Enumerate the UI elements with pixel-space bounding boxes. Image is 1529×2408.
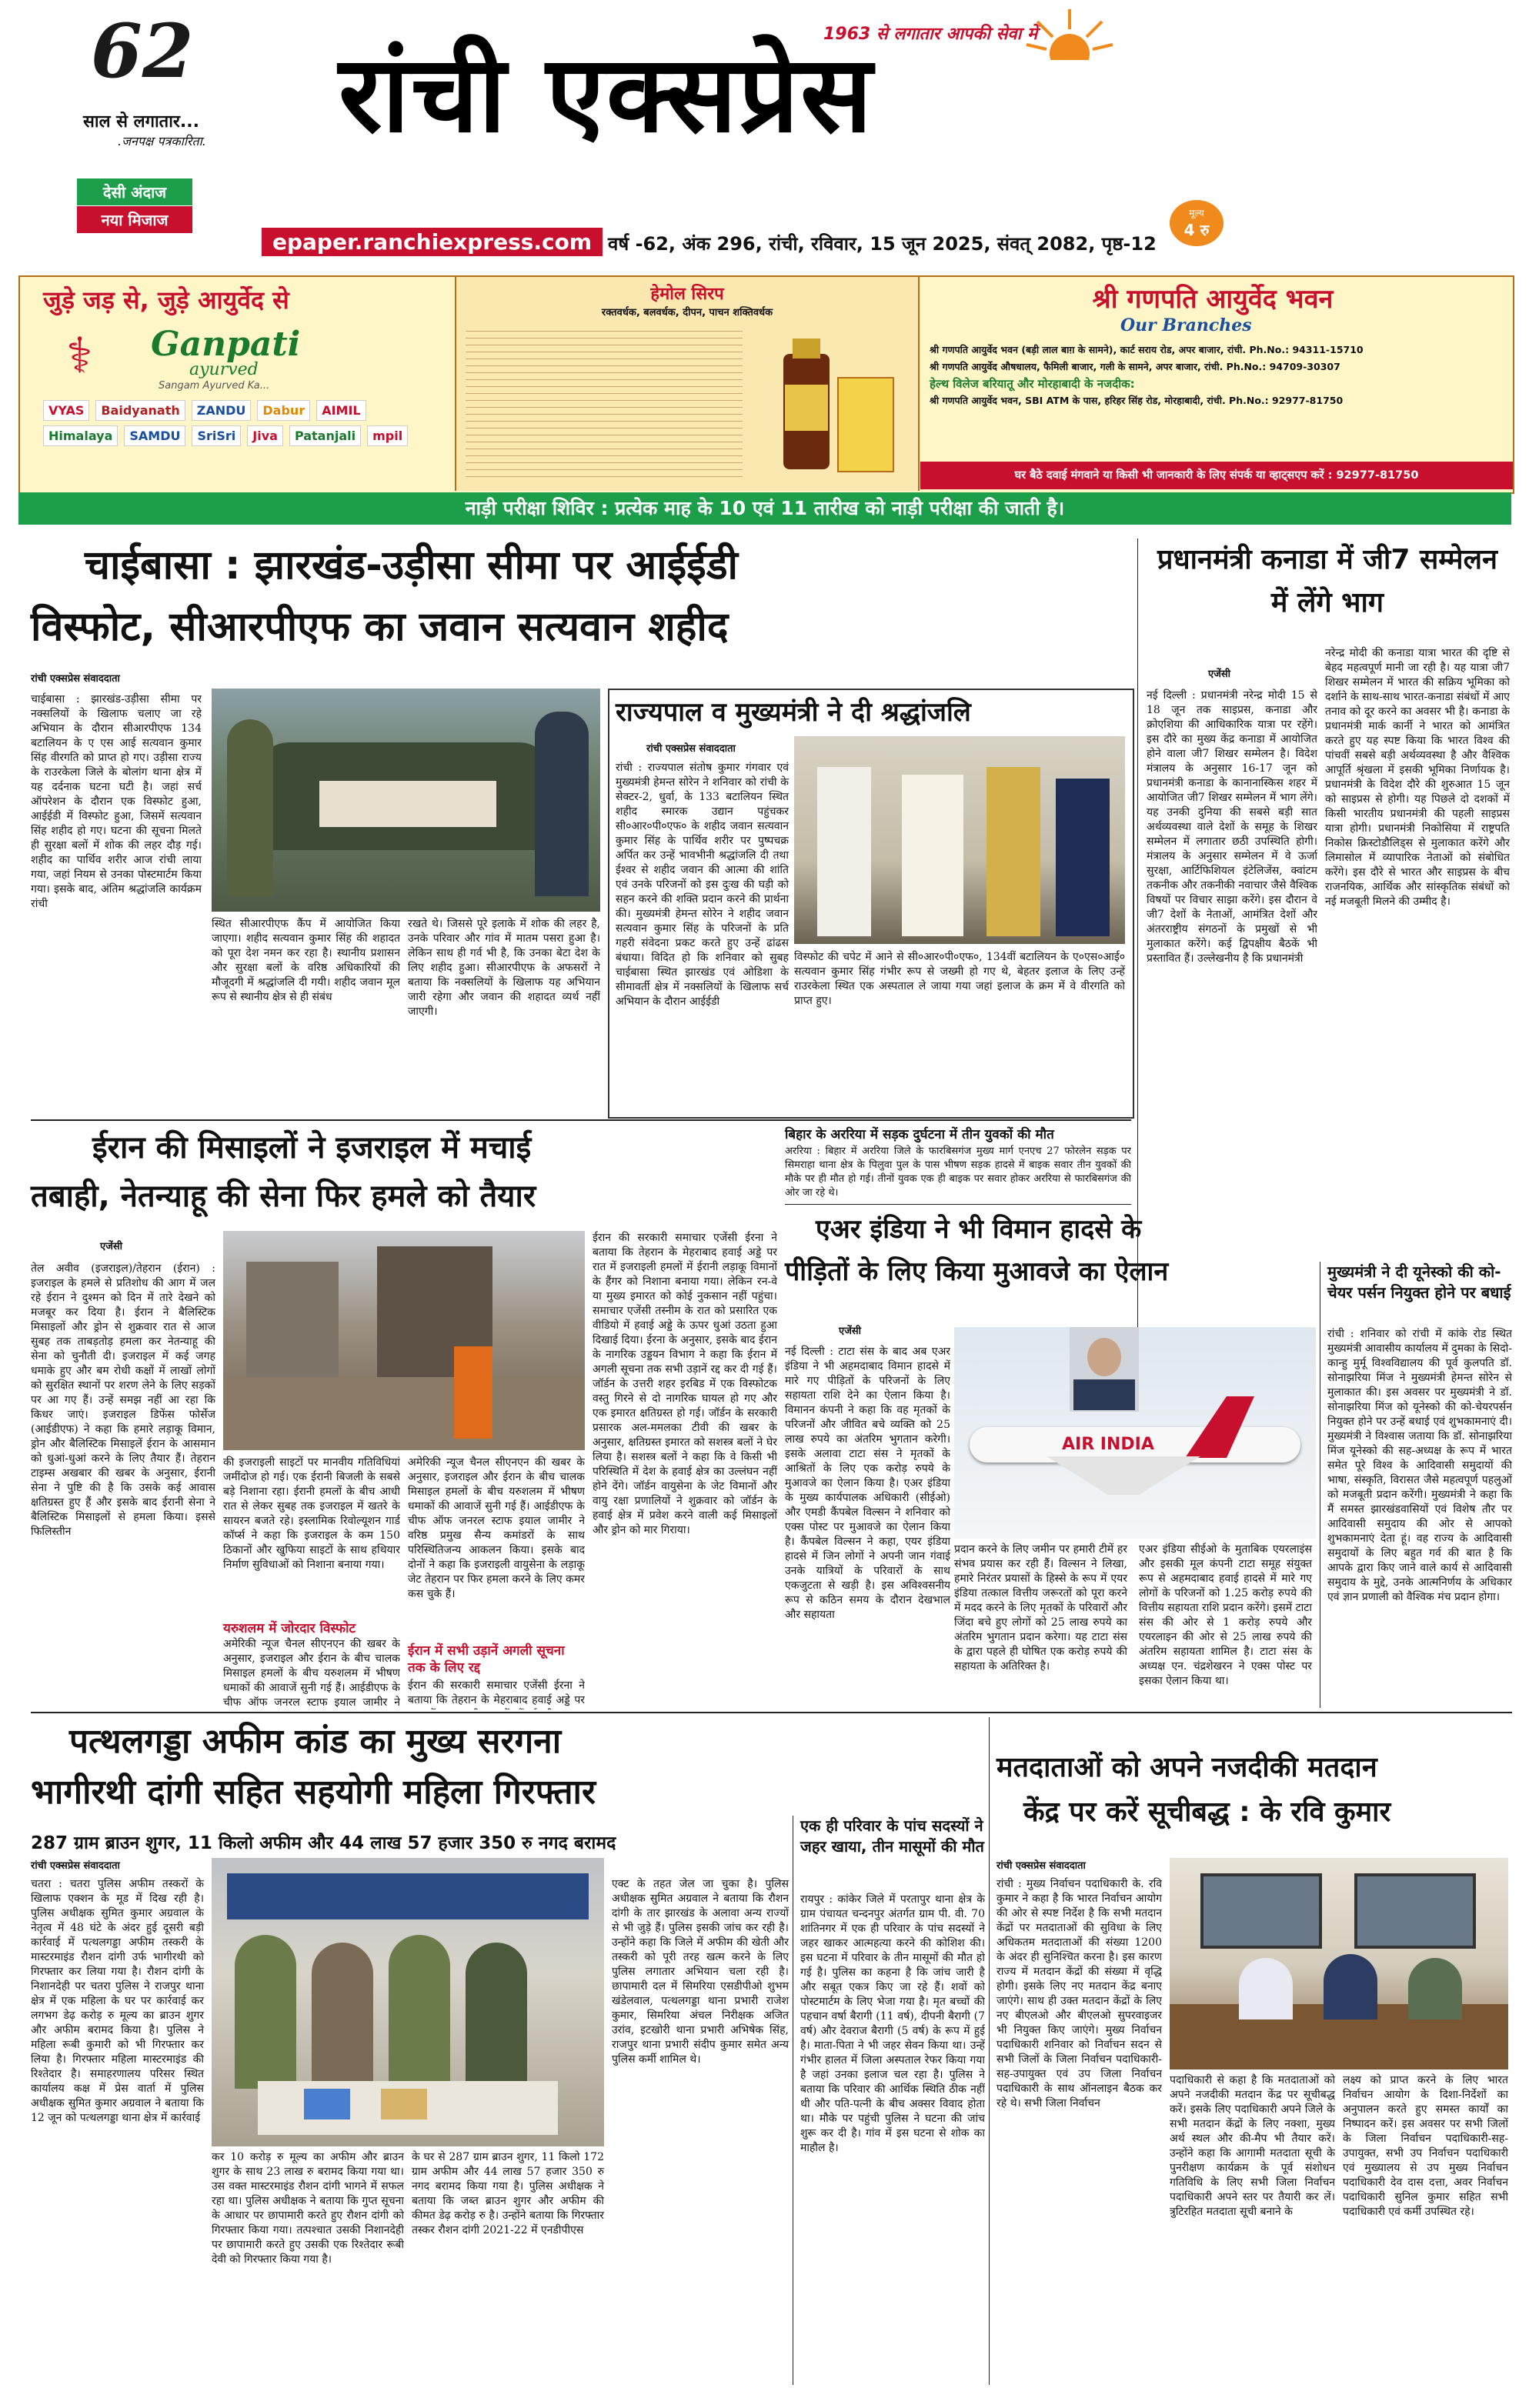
voters-headline-2: केंद्र पर करें सूचीबद्ध : के रवि कुमार xyxy=(1023,1796,1391,1828)
meeting-photo xyxy=(1170,1858,1508,2069)
syrup-bottle-image xyxy=(760,323,899,477)
mizaj-badge: नया मिजाज xyxy=(77,206,192,233)
opium-byline: रांची एक्सप्रेस संवाददाता xyxy=(31,1860,120,1872)
lead-body-col2: स्थित सीआरपीएफ कैंप में आयोजित किया जाएगा। शहीद सत्यवान कुमार सिंह की शहादत को पूरा देश नमन कर रहा है। स्थानीय प्रशासन और सुरक्षा बलों के वरिष्ठ अधिकारियों की मौजूदगी में श्रद्धांजलि दी गयी। शहीद जवान मूल रूप से स्थानीय क्षेत्र से ही संबंध xyxy=(212,918,400,1003)
branches-label: Our Branches xyxy=(1120,315,1252,335)
logo-tag: Sangam Ayurved Ka... xyxy=(159,380,270,392)
ayurveda-ad xyxy=(18,275,1514,494)
logo-sub: ayurved xyxy=(189,360,259,379)
anniversary-caption: साल से लगातार... xyxy=(83,112,199,132)
opium-body-col2: कर 10 करोड़ रु मूल्य का अफीम और ब्राउन शुगर के साथ 23 लाख रु बरामद किया गया था। उस वक्त मास्टरमाइंड रौशन दांगी भागने में सफल रहा था। पुलिस अधीक्षक ने बताया कि गुप्त सूचना के आधार पर छापामारी करते हुए रौशन दांगी को गिरफ्तार किया गया। तत्पश्चात उसकी निशानदेही पर छापामारी करते हुए उसकी एक रिश्तेदार रूबी देवी को गिरफ्तार किया गया है। xyxy=(212,2151,404,2266)
caduceus-icon: ⚕ xyxy=(66,328,93,385)
epaper-link[interactable]: epaper.ranchiexpress.com xyxy=(262,228,603,256)
airline-logo: AIR INDIA xyxy=(1062,1435,1154,1454)
brand-logo: Patanjali xyxy=(289,425,361,446)
airindia-body-col1: नई दिल्ली : टाटा संस के बाद अब एअर इंडिया ने भी अहमदाबाद विमान हादसे में मारे गए पीड़ितों के परिजनों के लिए सहायता राशि देने का ऐलान किया है। विमानन कंपनी ने कहा कि वह मृतकों के परिजनों और जीवित बचे व्यक्ति को 25 लाख रुपये का अंतरिम भुगतान करेगी। इसके अलावा टाटा संस ने मृतकों के आश्रितों के लिए एक करोड़ रुपये के मुआवजे का ऐलान किया है। एअर इंडिया के मुख्य कार्यपालक अधिकारी (सीईओ) और एमडी कैंपबेल विल्सन ने शनिवार को एक्स पोस्ट पर मुआवजे का ऐलान किया है। कैंपबेल विल्सन ने कहा, एयर इंडिया हादसे में जिन लोगों ने अपनी जान गंवाई उनके यात्रियों के परिवारों के साथ एकजुटता से खड़ी है। इस अविश्वसनीय रूप से कठिन समय के दौरान देखभाल और सहायता xyxy=(785,1346,950,1621)
logo-name: Ganpati xyxy=(151,325,301,364)
pulse-camp-strip: नाड़ी परीक्षा शिविर : प्रत्येक माह के 10 एवं 11 तारीख को नाड़ी परीक्षा की जाती है। xyxy=(18,492,1511,525)
opium-body-col1: चतरा : चतरा पुलिस अफीम तस्करों के खिलाफ एक्शन के मूड में दिख रही है। पुलिस अधीक्षक सुमित कुमार अग्रवाल के नेतृत्व में 48 घंटे के अंदर हुई दूसरी बड़ी कार्रवाई में पत्थलगड्डा अफीम तस्करी के मास्टरमाइंड रौशन दांगी उर्फ भागीरथी को गिरफ्तार कर लिया गया है। रौशन दांगी के निशानदेही पर चतरा पुलिस ने राजपुर थाना क्षेत्र में एक महिला के घर पर कार्रवाई कर लगभग डेढ़ करोड़ रु मूल्य का ब्राउन शुगर और अफीम बरामद किया है। पुलिस ने महिला रूबी कुमारी को भी गिरफ्तार कर लिया है। गिरफ्तार महिला मास्टरमाइंड की रिश्तेदार है। समाहरणालय परिसर स्थित कार्यालय कक्ष में प्रेस वार्ता में पुलिस अधीक्षक सुमित कुमार अग्रवाल ने बताया कि 12 जून को पत्थलगड्डा थाना क्षेत्र में कार्रवाई xyxy=(31,1878,204,2124)
brand-logo: mpil xyxy=(367,425,408,446)
price-label: मूल्य xyxy=(1189,208,1204,218)
brand-logo: SriSri xyxy=(192,425,241,446)
g7-byline: एजेंसी xyxy=(1208,669,1230,680)
voters-body-col3: लक्ष्य को प्राप्त करने के लिए भारत निर्वाचन आयोग के दिशा-निर्देशों का अनुपालन करते हुए समस्त कार्यों का निष्पादन करें। इस अवसर पर सभी जिलों के जिला निर्वाचन पदाधिकारी-सह-उपायुक्त, सभी उप निर्वाचन पदाधिकारी एवं मुख्यालय से उप मुख्य निर्वाचन पदाधिकारी देव दास दत्ता, अवर निर्वाचन पदाधिकारी सुनिल कुमार सहित सभी पदाधिकारी एवं कर्मी उपस्थित रहे। xyxy=(1343,2074,1508,2218)
opium-body-col4: एक्ट के तहत जेल जा चुका है। पुलिस अधीक्षक सुमित अग्रवाल ने बताया कि रौशन दांगी के तार झारखंड के अलावा अन्य राज्यों से भी जुड़े हैं। पुलिस इसकी जांच कर रही है। उन्होंने कहा कि जिले में अफीम की खेती और तस्करी को पूरी तरह खत्म करने के लिए पुलिस लगातार अभियान चला रही है। छापामारी दल में सिमरिया एसडीपीओ शुभम खंडेलवाल, पत्थलगड्डा थाना प्रभारी राजेश कुमार, सिमरिया अंचल निरीक्षक अजित उरांव, इटखोरी थाना प्रभारी अभिषेक सिंह, राजपुर थाना प्रभारी संदीप कुमार समेत अन्य पुलिस कर्मी शामिल थे। xyxy=(612,1878,789,2066)
police-photo xyxy=(212,1858,604,2146)
branch-item: श्री गणपति आयुर्वेद औषधालय, फैमिली बाजार, गली के सामने, अपर बाजार, रांची. Ph.No.: 94709-30307 xyxy=(930,361,1340,372)
anniversary-number: 62 xyxy=(91,8,194,95)
brand-logo: Baidyanath xyxy=(95,400,185,421)
voters-body-col1: रांची : मुख्य निर्वाचन पदाधिकारी के. रवि कुमार ने कहा है कि भारत निर्वाचन आयोग की ओर से स्पष्ट निर्देश है कि सभी मतदान केंद्रों पर मतदाताओं की सुविधा के लिए अधिकतम मतदाताओं की संख्या 1200 के अंदर ही सुनिश्चित करना है। इस कारण राज्य में मतदान केंद्रों की संख्या में वृद्धि होगी। इसके लिए नए मतदान केंद्र बनाए जाएंगे। साथ ही उक्त मतदान केंद्रों के लिए नए बीएलओ और बीएलओ सुपरवाइजर भी नियुक्त किए जाएंगे। मुख्य निर्वाचन पदाधिकारी शनिवार को निर्वाचन सदन से सभी जिलों के जिला निर्वाचन पदाधिकारी-सह-उपायुक्त एवं उप जिला निर्वाचन पदाधिकारी के साथ ऑनलाइन बैठक कर रहे थे। सभी जिला निर्वाचन xyxy=(997,1878,1162,2110)
price-value: 4 रु xyxy=(1183,221,1210,239)
brand-strip xyxy=(43,400,443,485)
opium-body-col3: के घर से 287 ग्राम ब्राउन शुगर, 11 किलो 172 ग्राम अफीम और 44 लाख 57 हजार 350 रु नगद बरामद किया गया है। पुलिस अधीक्षक ने बताया कि जब्त ब्राउन शुगर और अफीम की कीमत डेढ़ करोड़ रु है। उन्होंने बताया कि गिरफ्तार तस्कर रौशन दांगी 2021-22 में एनडीपीएस xyxy=(412,2151,604,2236)
lead-byline: रांची एक्सप्रेस संवाददाता xyxy=(31,673,120,685)
anniversary-badge xyxy=(37,8,245,229)
iran-body-col5: ईरान की सरकारी समाचार एजेंसी ईरना ने बताया कि तेहरान के मेहराबाद हवाई अड्डे पर xyxy=(408,1679,585,1706)
airindia-body-col2: प्रदान करने के लिए जमीन पर हमारी टीमें हर संभव प्रयास कर रही हैं। विल्सन ने लिखा, हमारे निरंतर प्रयासों के हिस्से के रूप में एयर इंडिया तत्काल वित्तीय जरूरतों को पूरा करने में मदद करने के लिए मृतकों के परिवारों और जिंदा बचे हुए लोगों को 25 लाख रुपये का अंतरिम भुगतान प्रदान करेगा। यह टाटा संस के द्वारा पहले ही घोषित एक करोड़ रुपये की सहायता के अतिरिक्त है। xyxy=(954,1543,1127,1673)
iran-body-col3: अमेरिकी न्यूज चैनल सीएनएन की खबर के अनुसार, इजराइल और ईरान के बीच चालक मिसाइल हमलों के बीच यरुशलम में भीषण धमाकों की आवाजें सुनी गई हैं। आईडीएफ के चीफ ऑफ जनरल स्टाफ इयाल जामीर ने xyxy=(223,1638,400,1709)
ad-slogan: जुड़े जड़ से, जुड़े आयुर्वेद से xyxy=(43,285,289,315)
section-divider xyxy=(31,1119,1131,1121)
iran-body-col4: अमेरिकी न्यूज चैनल सीएनएन की खबर के अनुसार, इजराइल और ईरान के बीच चालक मिसाइल हमलों के बीच यरुशलम में भीषण धमाकों की आवाजें सुनी गई हैं। आईडीएफ के चीफ ऑफ जनरल स्टाफ इयाल जामीर ने वरिष्ठ प्रमुख सैन्य कमांडरों के साथ परिस्थितिजन्य आकलन किया। इसके बाद दोनों ने कहा कि इजराइली वायुसेना के लड़ाकू जेट तेहरान पर फिर हमला करने के लिए कमर कस चुके हैं। xyxy=(408,1456,585,1600)
branch-item: श्री गणपति आयुर्वेद भवन (बड़ी लाल बाग़ के सामने), कार्ट सराय रोड, अपर बाजार, रांची. Ph.No.: 94311-15710 xyxy=(930,344,1364,355)
bihar-body: अररिया : बिहार में अररिया जिले के फारबिसगंज मुख्य मार्ग एनएच 27 फोरलेन सड़क पर सिमराहा थाना क्षेत्र के पिलुवा पुल के पास भीषण सड़क हादसे में बाइक सवार तीन युवकों की मौके पर ही मौत हो गई। तीनों युवक एक ही बाइक पर सवार होकर अररिया से फारबिसगंज की ओर जा रहे थे। xyxy=(785,1146,1131,1199)
rubble-photo xyxy=(223,1231,585,1450)
price-badge xyxy=(1170,200,1224,246)
tribute-headline: राज्यपाल व मुख्यमंत्री ने दी श्रद्धांजलि xyxy=(616,697,971,728)
tribute-photo xyxy=(794,736,1125,944)
iran-byline: एजेंसी xyxy=(100,1241,122,1252)
poison-headline: एक ही परिवार के पांच सदस्यों ने जहर खाया, तीन मासूमों की मौत xyxy=(800,1816,984,1856)
masthead xyxy=(0,0,1529,262)
branch-item: हेल्थ विलेज बरियातू और मोरहाबादी के नजदीक: xyxy=(930,377,1135,391)
brand-logo: VYAS xyxy=(43,400,89,421)
newspaper-title: रांची एक्सप्रेस xyxy=(339,32,874,156)
brand-logo: SAMDU xyxy=(124,425,185,446)
g7-body-col1: नई दिल्ली : प्रधानमंत्री नरेन्द्र मोदी 15 से 18 जून तक साइप्रस, कनाडा और क्रोएशिया की आधिकारिक यात्रा पर रहेंगे। इस दौरे का मुख्य केंद्र कनाडा में आयोजित होने वाला जी7 शिखर सम्मेलन है। विदेश मंत्रालय के अनुसार 16-17 जून को प्रधानमंत्री कनाडा के कानानास्किस शहर में आयोजित जी7 शिखर सम्मेलन में भाग लेंगे। यह उनकी दुनिया की सबसे बड़ी सात अर्थव्यवस्था वाले देशों के समूह के शिखर सम्मेलन में लगातार छठी उपस्थिति होगी। मंत्रालय के अनुसार सम्मेलन में वे ऊर्जा सुरक्षा, आर्टिफिशियल इंटेलिजेंस, क्वांटम तकनीक और तकनीकी नवाचार जैसे वैश्विक विषयों पर विचार साझा करेंगे। इस दौरान वे जी7 देशों के नेताओं, आमंत्रित देशों और अंतरराष्ट्रीय संगठनों के प्रमुखों से भी मुलाकात करेंगे। कई द्विपक्षीय बैठकें भी प्रस्तावित हैं। उल्लेखनीय है कि प्रधानमंत्री xyxy=(1147,689,1317,965)
airindia-headline-1: एअर इंडिया ने भी विमान हादसे के xyxy=(816,1214,1142,1245)
dateline: वर्ष -62, अंक 296, रांची, रविवार, 15 जून 2025, संवत् 2082, पृष्ठ-12 xyxy=(608,233,1157,255)
brand-logo: Himalaya xyxy=(43,425,118,446)
section-divider xyxy=(785,1204,1131,1205)
lead-body-col3: रखते थे। जिससे पूरे इलाके में शोक की लहर है, उनके परिवार और गांव में मातम पसरा हुआ है। लेकिन साथ ही गर्व भी है, कि उनका बेटा देश के लिए शहीद हुआ। सीआरपीएफ के अफसरों ने बताया कि नक्सलियों के खिलाफ यह अभियान जारी रहेगा और जवान की शहादत व्यर्थ नहीं जाएगी। xyxy=(408,918,600,1018)
since-tagline: 1963 से लगातार आपकी सेवा में xyxy=(823,25,1038,44)
anniversary-tagline: .जनपक्ष पत्रकारिता. xyxy=(118,134,206,148)
tribute-body-col2: विस्फोट की चपेट में आने से सी०आर०पी०एफ०, 134वीं बटालियन के ए०एस०आई० सत्यवान कुमार सिंह गंभीर रूप से जख्मी हो गए थे, बेहतर इलाज के लिए उन्हें राउरकेला स्थित एक अस्पताल ले जाया गया जहां इलाज के क्रम में वे वीरगति को प्राप्त हुए। xyxy=(794,951,1125,1007)
tribute-story xyxy=(608,689,1134,1119)
tribute-body-col1: रांची : राज्यपाल संतोष कुमार गंगवार एवं मुख्यमंत्री हेमन्त सोरेन ने शनिवार को रांची के सेक्टर-2, धुर्वा, के 133 बटालियन स्थित शहीद स्मारक उद्यान पहुंचकर सी०आर०पी०एफ० के शहीद जवान सत्यवान कुमार सिंह के पार्थिव शरीर पर पुष्पचक्र अर्पित कर उन्हें भावभीनी श्रद्धांजलि दी तथा ईश्वर से शहीद जवान की आत्मा की शांति एवं उनके परिजनों को इस दुःख की घड़ी को सहन करने की शक्ति प्रदान करने की प्रार्थना की। मुख्यमंत्री हेमन्त सोरेन ने शहीद जवान सत्यवान कुमार सिंह के परिजनों के प्रति गहरी संवेदना प्रकट करते हुए उन्हें ढांढस बंधाया। विदित हो कि शनिवार को सुबह चाईबासा स्थित झारखंड एवं ओडिशा के सीमावर्ती क्षेत्र में नक्सलियों के खिलाफ सर्च अभियान के दौरान आईईडी xyxy=(616,762,789,1008)
opium-headline-1: पत्थलगड्डा अफीम कांड का मुख्य सरगना xyxy=(69,1722,562,1761)
sun-logo xyxy=(1023,6,1116,60)
shop-panel xyxy=(920,277,1513,491)
airindia-headline-2: पीड़ितों के लिए किया मुआवजे का ऐलान xyxy=(785,1256,1169,1287)
unesco-headline: मुख्यमंत्री ने दी यूनेस्को की को-चेयर पर्सन नियुक्त होने पर बधाई xyxy=(1327,1262,1511,1302)
airindia-photo xyxy=(954,1327,1316,1539)
voters-body-col2: पदाधिकारी से कहा है कि मतदाताओं को अपने नजदीकी मतदान केंद्र पर सूचीबद्ध करें। इसके लिए पदाधिकारी अपने जिले के सभी मतदान केंद्रों के लिए नक्शा, मुख्य अर्थ स्थल और की-मैप भी तैयार करें। उन्होंने कहा कि आगामी मतदाता सूची के पुनरीक्षण कार्यक्रम के पूर्व संशोधन गतिविधि के लिए सभी जिला निर्वाचन पदाधिकारी अपने स्तर पर तैयारी कर लें। त्रुटिरहित मतदाता सूची बनाने के xyxy=(1170,2074,1335,2218)
poison-body: रायपुर : कांकेर जिले में परतापुर थाना क्षेत्र के ग्राम पंचायत चन्दनपुर अंतर्गत ग्राम पी. वी. 70 शांतिनगर में एक ही परिवार के पांच सदस्यों ने जहर खाकर आत्महत्या करने की कोशिश की। इस घटना में परिवार के तीन मासूमों की मौत हो गई है। पुलिस का कहना है कि जांच जारी है और सबूत एकत्र किए जा रहे हैं। शवों को पोस्टमार्टम के लिए भेजा गया है। मृत बच्चों की पहचान वर्षा बैरागी (11 वर्ष), दीपनी बैरागी (7 वर्ष) और देवराज बैरागी (5 वर्ष) के रूप में हुई है। माता-पिता ने भी जहर सेवन किया था। उन्हें गंभीर हालत में जिला अस्पताल रेफर किया गया है जहां उनका इलाज चल रहा है। पुलिस ने बताया कि परिवार की आर्थिक स्थिति ठीक नहीं थी और पति-पत्नी के बीच अक्सर विवाद होता था। मौके पर पहुंची पुलिस ने घटना की जांच शुरू कर दी है। गांव में इस घटना से शोक का माहौल है। xyxy=(800,1893,985,2154)
product-subtitle: रक्तवर्धक, बलवर्धक, दीपन, पाचन शक्तिवर्धक xyxy=(601,307,773,319)
lead-body-col1: चाईबासा : झारखंड-उड़ीसा सीमा पर नक्सलियों के खिलाफ चलाए जा रहे अभियान के दौरान सीआरपीएफ 134 बटालियन के ए एस आई सत्यवान कुमार सिंह वीरगति को प्राप्त हो गए। उड़ीसा राज्य के राउरकेला जिले के बोलांग थाना क्षेत्र में यह दर्दनाक घटना घटी है। जहां सर्च ऑपरेशन के दौरान एक विस्फोट हुआ, आईईडी में विस्फोट हुआ, जिसमें सत्यवान सिंह शहीद हो गए। घटना की सूचना मिलते ही सुरक्षा बलों में शोक की लहर दौड़ गई। शहीद का पार्थिव शरीर आज रांची लाया गया, जहां नियम से उनका पोस्टमार्टम किया गया। इसके बाद, अंतिम श्रद्धांजलि कार्यक्रम रांची xyxy=(31,693,202,910)
product-text-lines xyxy=(466,325,743,479)
opium-subhead: 287 ग्राम ब्राउन शुगर, 11 किलो अफीम और 44 लाख 57 हजार 350 रु नगद बरामद xyxy=(31,1833,616,1853)
iran-body-col6: ईरान की सरकारी समाचार एजेंसी ईरना ने बताया कि तेहरान के मेहराबाद हवाई अड्डे पर रात में इजराइली हमलों में ईरानी लड़ाकू विमानों के हैंगर को निशाना बनाया गया। लेकिन रन-वे या मुख्य इमारत को कोई नुकसान नहीं पहुंचा। समाचार एजेंसी तस्नीम के रात को प्रसारित एक वीडियो में हवाई अड्डे के ऊपर धुआं उठता हुआ दिखाई दिया। ईरना के अनुसार, इसके बाद ईरान के नागरिक उड्डयन विभाग ने कहा कि ईरान में अगली सूचना तक सभी उड़ानें रद्द कर दी गई हैं। जॉर्डन के उत्तरी शहर इरबिड में एक विस्फोटक वस्तु गिरने से दो नागरिक घायल हो गए और एक इमारत क्षतिग्रस्त हो गई। जॉर्डन के सरकारी प्रसारक अल-ममलका टीवी की खबर के अनुसार, क्षतिग्रस्त इमारत को सशस्त्र बलों ने घेर लिया है। सशस्त्र बलों ने कहा कि वे किसी भी परिस्थिति में देश के हवाई क्षेत्र का उल्लंघन नहीं होने देंगे। जॉर्डन वायुसेना के जेट विमानों और वायु रक्षा प्रणालियों ने शुक्रवार को जॉर्डन के हवाई क्षेत्र में प्रवेश करने वाली कई मिसाइलों और ड्रोन को मार गिराया। xyxy=(593,1232,777,1536)
ganpati-logo xyxy=(51,323,436,392)
branch-list xyxy=(930,342,1507,409)
voters-byline: रांची एक्सप्रेस संवाददाता xyxy=(997,1860,1086,1872)
airindia-byline: एजेंसी xyxy=(839,1326,861,1337)
iran-subhead-2: ईरान में सभी उड़ानें अगली सूचना तक के लिए रद्द xyxy=(408,1643,565,1676)
lead-headline-1: चाईबासा : झारखंड-उड़ीसा सीमा पर आईईडी xyxy=(85,542,738,589)
crpf-photo xyxy=(212,689,600,912)
desi-badge: देसी अंदाज xyxy=(77,178,192,205)
executive-portrait xyxy=(1070,1327,1139,1412)
lead-headline-2: विस्फोट, सीआरपीएफ का जवान सत्यवान शहीद xyxy=(31,604,729,650)
branch-item: श्री गणपति आयुर्वेद भवन, SBI ATM के पास, हरिहर सिंह रोड, मोरहाबादी, रांची. Ph.No.: 92977-81750 xyxy=(930,395,1344,406)
iran-headline-1: ईरान की मिसाइलों ने इजराइल में मचाई xyxy=(92,1130,532,1166)
product-title: हेमोल सिरप xyxy=(650,285,724,304)
iran-subhead-1: यरुशलम में जोरदार विस्फोट xyxy=(223,1621,356,1636)
airindia-body-col3: एअर इंडिया सीईओ के मुताबिक एयरलाइंस और इसकी मूल कंपनी टाटा समूह संयुक्त रूप से अहमदाबाद हवाई हादसे में मारे गए लोगों के परिजनों को 1.25 करोड़ रुपये की वित्तीय सहायता राशि प्रदान करेंगे। इसमें टाटा संस की ओर से 1 करोड़ रुपये और एयरलाइन की ओर से 25 लाख रुपये की अंतरिम सहायता शामिल है। टाटा संस के अध्यक्ष एन. चंद्रशेखरन ने एक्स पोस्ट पर इसका ऐलान किया था। xyxy=(1139,1543,1312,1687)
iran-body-col2: की इजराइली साइटों पर मानवीय गतिविधियां जमींदोज हो गई। एक ईरानी बिजली के सबसे बड़े निशाना रहा। ईरानी हमलों के बीच आधी रात से लेकर सुबह तक इजराइल में खतरे के सायरन बजते रहे। इस्लामिक रिवोल्यूशन गार्ड कॉर्प्स ने कहा कि इजराइल के कम 150 ठिकानों और खुफिया साइटों के साथ हथियार निर्माण सुविधाओं को निशाना बनाया गया। xyxy=(223,1456,400,1571)
section-divider xyxy=(31,1712,1512,1713)
g7-body-col2: नरेन्द्र मोदी की कनाडा यात्रा भारत की दृष्टि से बेहद महत्वपूर्ण मानी जा रही है। यह यात्रा जी7 शिखर सम्मेलन में भारत की सक्रिय भूमिका को दर्शाने के साथ-साथ भारत-कनाडा संबंधों में आए तनाव को दूर करने का अवसर भी है। कनाडा के प्रधानमंत्री मार्क कार्नी ने भारत को आमंत्रित करते हुए यह स्पष्ट किया कि भारत विश्व की पांचवीं सबसे बड़ी अर्थव्यवस्था है और वैश्विक आपूर्ति श्रृंखला में इसकी भूमिका निर्णायक है। प्रधानमंत्री के विदेश दौरे की शुरुआत 15 जून को साइप्रस से होगी। यह पिछले दो दशकों में किसी भारतीय प्रधानमंत्री की पहली साइप्रस यात्रा होगी। प्रधानमंत्री निकोसिया में राष्ट्रपति निकोस क्रिस्टोडौलिड्स से मुलाकात करेंगे और लिमासोल में व्यापारिक नेताओं को संबोधित करेंगे। इस दौरे से भारत और साइप्रस के बीच राजनयिक, आर्थिक और सांस्कृतिक संबंधों को नई मजबूती मिलने की उम्मीद है। xyxy=(1325,647,1510,908)
tribute-byline: रांची एक्सप्रेस संवाददाता xyxy=(646,743,736,755)
delivery-strip: घर बैठे दवाई मंगवाने या किसी भी जानकारी के लिए संपर्क या व्हाट्सएप करें : 92977-81750 xyxy=(920,462,1513,489)
unesco-body: रांची : शनिवार को रांची में कांके रोड स्थित मुख्यमंत्री आवासीय कार्यालय में दुमका के सिदो-कान्हु मुर्मू विश्वविद्यालय की पूर्व कुलपति डॉ. सोनाझरिया मिंज ने मुख्यमंत्री हेमन्त सोरेन से मुलाकात की। इस अवसर पर मुख्यमंत्री ने डॉ. सोनाझरिया मिंज को यूनेस्को की को-चेयरपर्सन नियुक्त होने पर उन्हें बधाई एवं शुभकामनाएं दी। मुख्यमंत्री ने विश्वास जताया कि डॉ. सोनाझरिया मिंज यूनेस्को की सह-अध्यक्ष के रूप में भारत समेत पूरे विश्व के आदिवासी समुदायों की भाषा, संस्कृति, विरासत जैसे महत्वपूर्ण पहलुओं को मजबूती प्रदान करेंगी। मुख्यमंत्री ने कहा कि मैं समस्त झारखंडवासियों एवं विशेष तौर पर आदिवासी समुदाय की ओर से आपको शुभकामनाएं देता हूं। वह राज्य के आदिवासी समुदायों के लिए बहुत गर्व की बात है कि आपके द्वारा किए जाने वाले कार्य से आदिवासी समुदाय के मुद्दे, उनके आत्मनिर्णय के अधिकार एवं ज्ञान प्रणाली को वैश्विक मंच प्रदान होगा। xyxy=(1327,1328,1512,1603)
iran-body-col1: तेल अवीव (इजराइल)/तेहरान (ईरान) : इजराइल के हमले से प्रतिशोध की आग में जल रहे ईरान ने दुश्मन को दिन में तारे देखने को मजबूर कर दिया है। ईरान ने बैलिस्टिक मिसाइलों और ड्रोन से शुक्रवार रात से आज सुबह तक ताबड़तोड़ हमला कर नेतन्याहू की सेना को चुनौती दी। इजराइल में कई जगह धमाके हुए और बम रोधी कक्षों में लाखों लोगों को सुरक्षित स्थानों पर शरण लेने के लिए सड़कों पर आ गए हैं। उन्हें समझ नहीं आ रहा कि किधर जाएं। इजराइल डिफेंस फोर्सेज (आईडीएफ) ने कहा कि हमारे लड़ाकू विमान, ड्रोन और बैलिस्टिक मिसाइलें ईरान के आसमान को धुआं-धुआं करने के लिए तैयार हैं। तेहरान टाइम्स अखबार की खबर के अनुसार, ईरानी सेना ने पुष्टि की है कि उसके कई आवास क्षतिग्रस्त हुए हैं और इसके बाद ईरानी सेना ने बैलिस्टिक मिसाइलों से हमला किया। इससे फिलिस्तीन xyxy=(31,1262,215,1538)
brand-logo: AIMIL xyxy=(316,400,366,421)
opium-headline-2: भागीरथी दांगी सहित सहयोगी महिला गिरफ्तार xyxy=(31,1773,596,1812)
iran-headline-2: तबाही, नेतन्याहू की सेना फिर हमले को तैयार xyxy=(31,1179,536,1214)
brand-logo: ZANDU xyxy=(192,400,252,421)
brand-logo: Jiva xyxy=(247,425,283,446)
brand-logo: Dabur xyxy=(257,400,310,421)
bihar-headline: बिहार के अररिया में सड़क दुर्घटना में तीन युवकों की मौत xyxy=(785,1127,1054,1142)
g7-headline: प्रधानमंत्री कनाडा में जी7 सम्मेलन में लेंगे भाग xyxy=(1157,544,1497,619)
column-divider xyxy=(989,1717,990,2385)
voters-headline-1: मतदाताओं को अपने नजदीकी मतदान xyxy=(997,1752,1377,1783)
shop-title: श्री गणपति आयुर्वेद भवन xyxy=(1092,284,1334,315)
product-panel xyxy=(455,277,920,491)
